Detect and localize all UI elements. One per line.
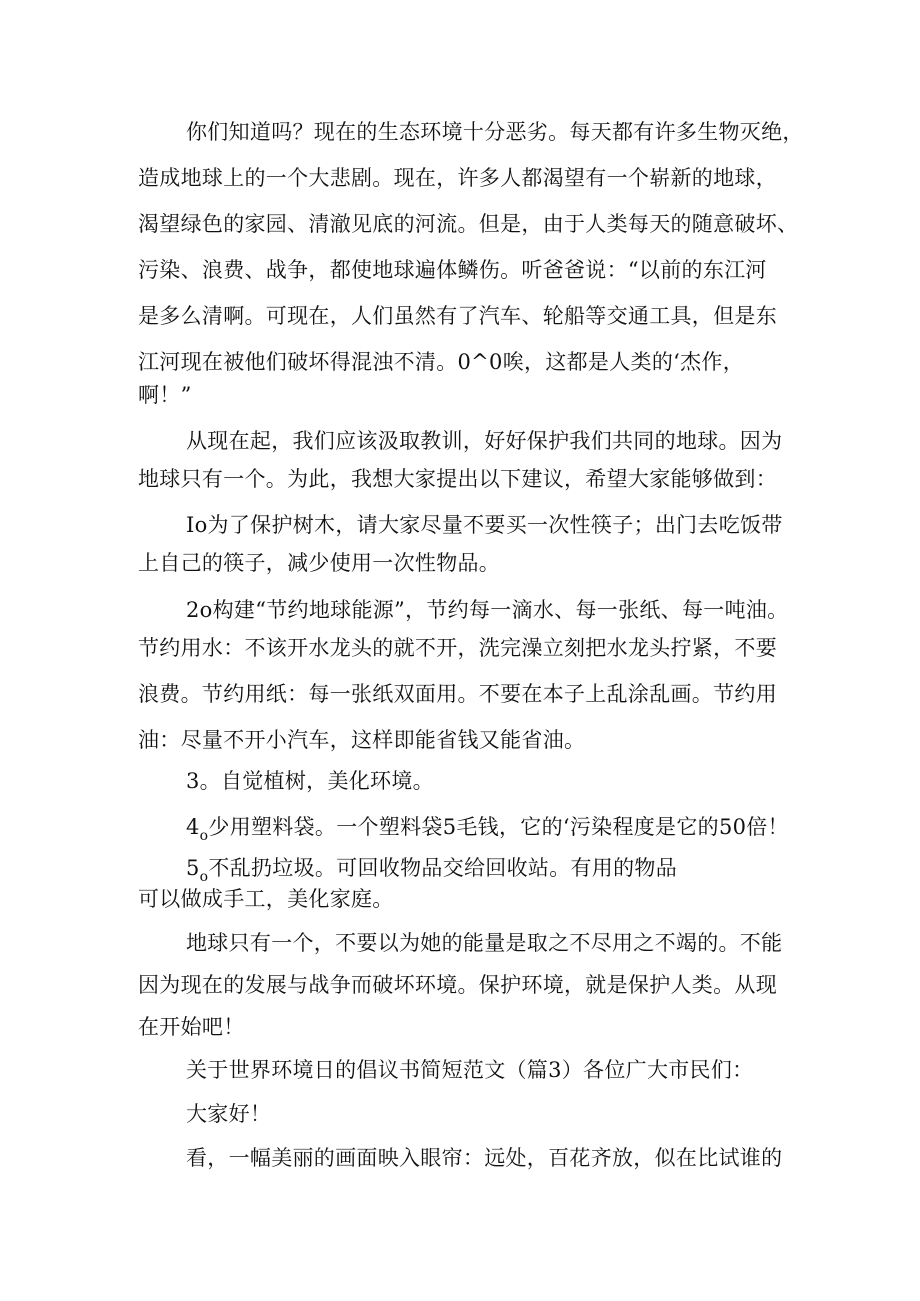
list-marker: o bbox=[199, 869, 209, 885]
text-line: 从现在起，我们应该汲取教训，好好保护我们共同的地球。因为 bbox=[186, 429, 783, 453]
list-number: 5 bbox=[186, 856, 200, 880]
text-line: 是多么清啊。可现在，人们虽然有了汽车、轮船等交通工具，但是东 bbox=[138, 304, 777, 328]
list-number: 4 bbox=[186, 815, 200, 839]
text-line: 浪费。节约用纸：每一张纸双面用。不要在本子上乱涂乱画。节约用 bbox=[138, 682, 777, 706]
text-line: 渴望绿色的家园、清澈见底的河流。但是，由于人类每天的随意破坏、 bbox=[138, 212, 799, 236]
list-marker: o bbox=[199, 828, 209, 844]
section-heading: 关于世界环境日的倡议书简短范文（篇3）各位广大市民们： bbox=[186, 1058, 754, 1082]
text-line: 油：尽量不开小汽车，这样即能省钱又能省油。 bbox=[138, 728, 586, 752]
list-text: 少用塑料袋。一个塑料袋5毛钱，它的‘污染程度是它的50倍！ bbox=[208, 815, 789, 839]
text-line bbox=[186, 855, 677, 890]
text-line bbox=[186, 814, 789, 849]
text-line: 大家好！ bbox=[186, 1102, 272, 1126]
text-line: 江河现在被他们破坏得混浊不清。0^0唉，这都是人类的‘杰作， bbox=[138, 350, 744, 374]
text-line: 啊！” bbox=[138, 383, 192, 407]
text-line: 3。自觉植树，美化环境。 bbox=[186, 769, 434, 793]
text-line: 可以做成手工，美化家庭。 bbox=[138, 887, 394, 911]
text-line: 地球只有一个。为此，我想大家提出以下建议，希望大家能够做到： bbox=[138, 467, 777, 491]
text-line: Io为了保护树木，请大家尽量不要买一次性筷子；出门去吃饭带 bbox=[186, 513, 783, 537]
text-line: 看，一幅美丽的画面映入眼帘：远处，百花齐放，似在比试谁的 bbox=[186, 1146, 783, 1170]
text-line: 在开始吧！ bbox=[138, 1015, 245, 1039]
text-line: 污染、浪费、战争，都使地球遍体鳞伤。听爸爸说：“以前的东江河 bbox=[138, 258, 767, 282]
text-line: 因为现在的发展与战争而破坏环境。保护环境，就是保护人类。从现 bbox=[138, 973, 777, 997]
text-line: 节约用水：不该开水龙头的就不开，洗完澡立刻把水龙头拧紧，不要 bbox=[138, 636, 777, 660]
text-line: 2o构建“节约地球能源”，节约每一滴水、每一张纸、每一吨油。 bbox=[186, 598, 789, 622]
text-line: 造成地球上的一个大悲剧。现在，许多人都渴望有一个崭新的地球， bbox=[138, 166, 777, 190]
text-line: 你们知道吗？现在的生态环境十分恶劣。每天都有许多生物灭绝， bbox=[186, 120, 804, 144]
list-text: 不乱扔垃圾。可回收物品交给回收站。有用的物品 bbox=[208, 856, 678, 880]
text-line: 地球只有一个，不要以为她的能量是取之不尽用之不竭的。不能 bbox=[186, 931, 783, 955]
text-line: 上自己的筷子，减少使用一次性物品。 bbox=[138, 551, 501, 575]
